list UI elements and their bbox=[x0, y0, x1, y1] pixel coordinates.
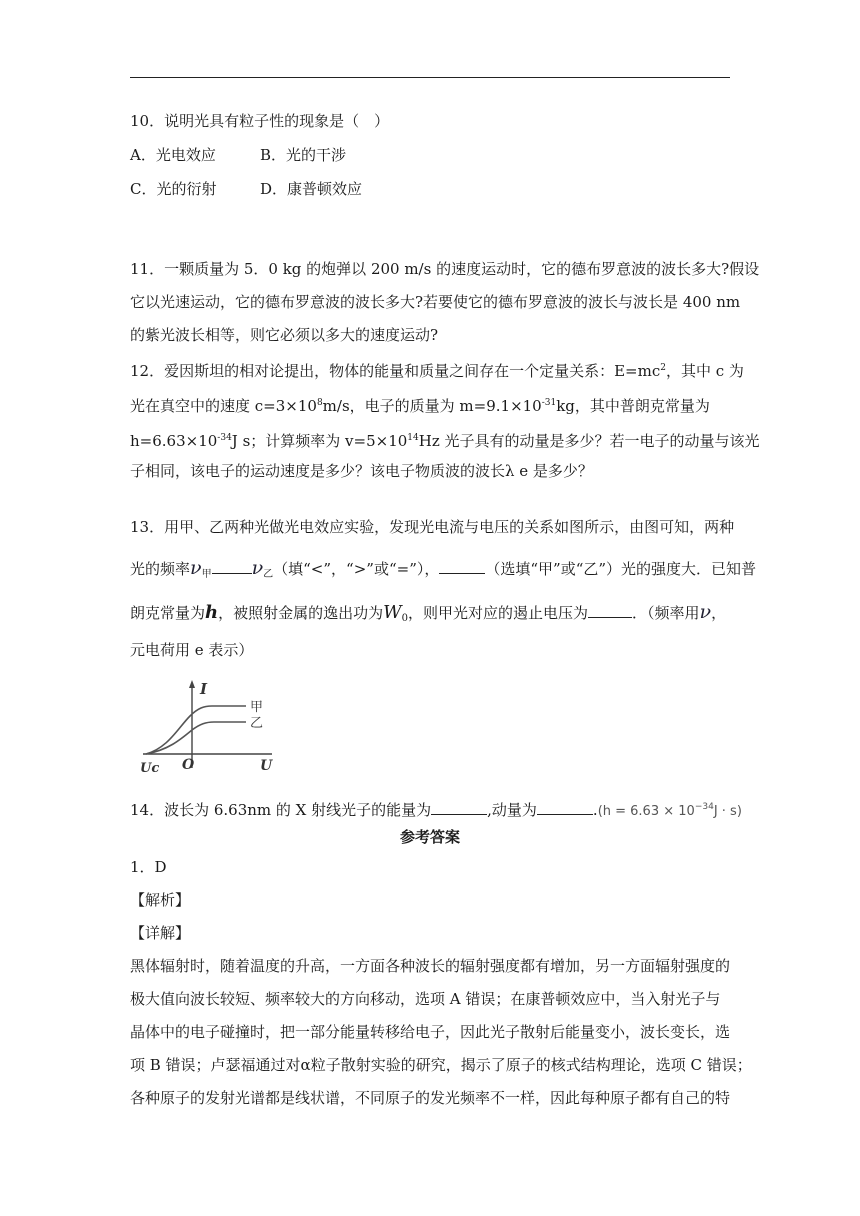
q12-line-1: 12．爱因斯坦的相对论提出，物体的能量和质量之间存在一个定量关系：$E=mc^2$，其中 c 为 bbox=[130, 362, 744, 380]
graph-label-jia: 甲 bbox=[250, 700, 264, 715]
q13-blank-3 bbox=[588, 601, 632, 618]
q10-option-d: D．康普顿效应 bbox=[260, 180, 363, 198]
curve-jia bbox=[146, 706, 246, 754]
answer-1: 1．D bbox=[130, 858, 167, 876]
explanation-line-1: 黑体辐射时，随着温度的升高，一方面各种波长的辐射强度都有增加，另一方面辐射强度的 bbox=[130, 957, 731, 975]
y-axis-arrow bbox=[189, 680, 195, 688]
q11-line-1: 11．一颗质量为 5．0 kg 的炮弹以 200 m/s 的速度运动时，它的德布罗意波的波长多大?假设 bbox=[130, 260, 760, 278]
q13-blank-1 bbox=[212, 557, 252, 574]
explanation-line-2: 极大值向波长较短、频率较大的方向移动，选项 A 错误；在康普顿效应中，当入射光子与 bbox=[130, 990, 721, 1008]
answers-title: 参考答案 bbox=[399, 828, 460, 846]
q12-line-2: 光在真空中的速度 $c=3\times 10^8m/s$，电子的质量为 $m=9.1\times 10^{-31}kg$，其中普朗克常量为 bbox=[130, 397, 710, 415]
curve-yi bbox=[146, 722, 246, 754]
graph-label-yi: 乙 bbox=[250, 716, 264, 731]
photoelectric-iv-graph bbox=[138, 678, 278, 776]
explanation-line-5: 各种原子的发射光谱都是线状谱，不同原子的发光频率不一样，因此每种原子都有自己的特 bbox=[130, 1089, 731, 1107]
q13-line-4: 元电荷用 e 表示） bbox=[130, 641, 254, 659]
q14-line: 14．波长为 6.63nm 的 X 射线光子的能量为 ,动量为 $.(h = 6.63 \times 10^{-34}J \cdot s)$ bbox=[130, 797, 742, 822]
q13-line-3: 朗克常量为h，被照射金属的逸出功为$W_0$，则甲光对应的遏止电压为 ．（频率用ν， bbox=[130, 601, 727, 624]
q10-option-a: A．光电效应 bbox=[130, 146, 216, 164]
explanation-line-4: 项 B 错误；卢瑟福通过对α粒子散射实验的研究，揭示了原子的核式结构理论，选项 C 错误； bbox=[130, 1056, 752, 1074]
graph-origin-label: O bbox=[182, 757, 195, 773]
q12-line-4: 子相同，该电子的运动速度是多少？该电子物质波的波长λ e 是多少？ bbox=[130, 462, 593, 480]
q12-line-3: $h=6.63\times 10^{-34}J$ s；计算频率为 $v=5\times 10^{14}Hz$ 光子具有的动量是多少？若一电子的动量与该光 bbox=[130, 432, 760, 450]
q13-blank-2 bbox=[439, 557, 485, 574]
explanation-line-3: 晶体中的电子碰撞时，把一部分能量转移给电子，因此光子散射后能量变小，波长变长，选 bbox=[130, 1023, 731, 1041]
q13-line-1: 13．用甲、乙两种光做光电效应实验，发现光电流与电压的关系如图所示，由图可知，两种 bbox=[130, 518, 735, 536]
graph-uc-label: Uc bbox=[140, 761, 160, 776]
q10-stem: 10．说明光具有粒子性的现象是（ ） bbox=[130, 112, 390, 130]
q14-blank-2 bbox=[537, 798, 593, 815]
q13-line-2: 光的频率$\nu_甲$ $\nu_乙$（填“<”，“>”或“=”）， （选填“甲”或“乙”）光的强度大．已知普 bbox=[130, 557, 757, 580]
q10-option-b: B．光的干涉 bbox=[260, 146, 347, 164]
analysis-heading: 【解析】 bbox=[130, 891, 191, 909]
graph-y-label: I bbox=[200, 680, 208, 698]
q11-line-3: 的紫光波长相等，则它必须以多大的速度运动? bbox=[130, 326, 439, 344]
detail-heading: 【详解】 bbox=[130, 924, 191, 942]
header-rule bbox=[130, 77, 730, 78]
graph-x-label: U bbox=[260, 758, 273, 774]
q11-line-2: 它以光速运动，它的德布罗意波的波长多大?若要使它的德布罗意波的波长与波长是 400 nm bbox=[130, 293, 741, 311]
q14-blank-1 bbox=[431, 798, 487, 815]
q10-option-c: C．光的衍射 bbox=[130, 180, 217, 198]
